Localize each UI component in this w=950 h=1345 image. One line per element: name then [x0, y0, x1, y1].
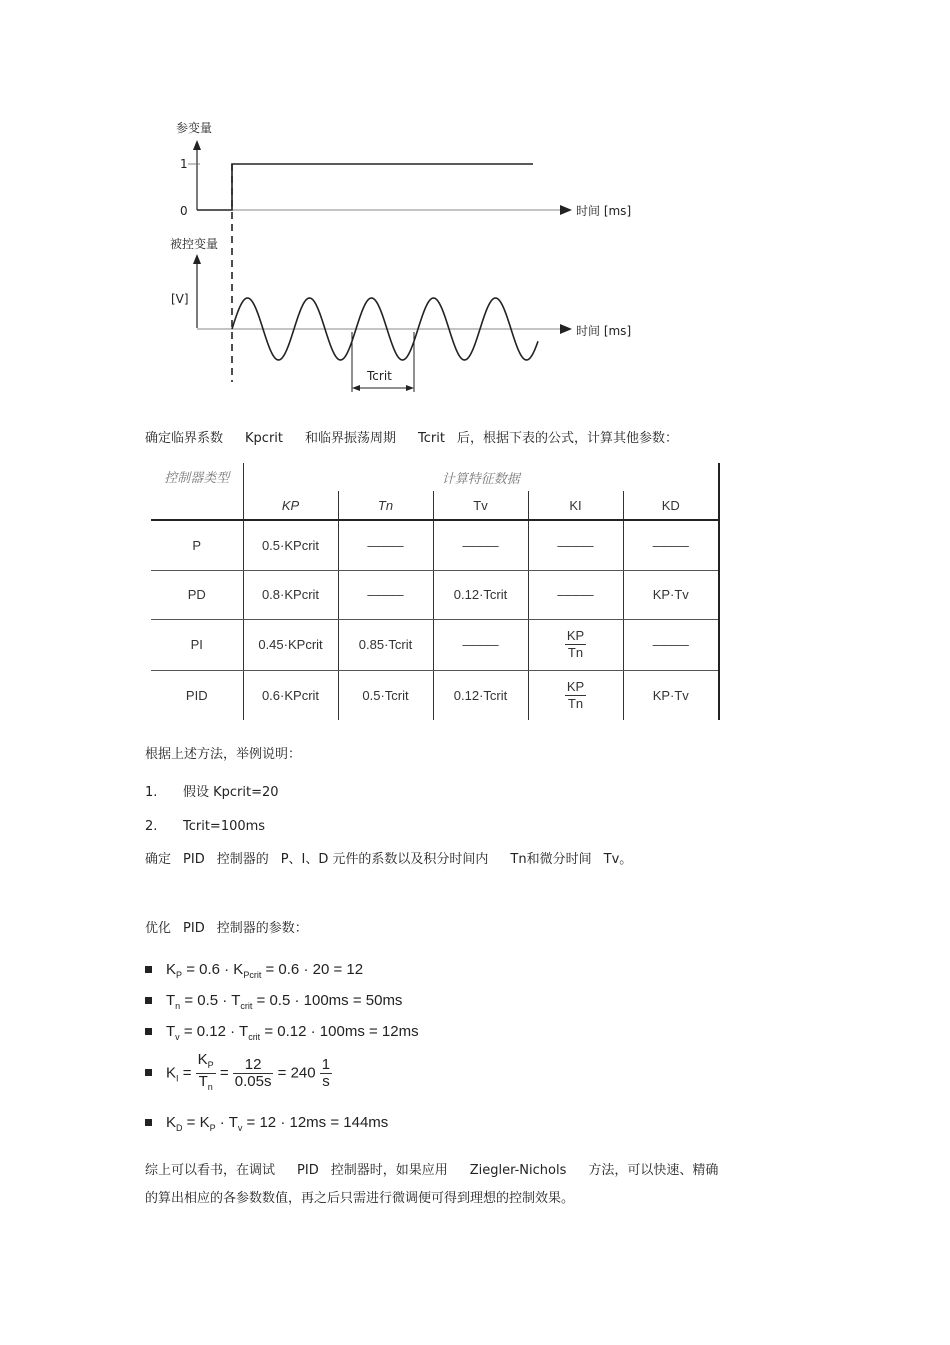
ki-fraction: $\frac{KP}{Tn}$ [566, 678, 585, 711]
conclusion-text-a: 综上可以看书，在调试 [145, 1163, 276, 1178]
period-arrow-right-icon [406, 385, 414, 391]
determine-text-a: 确定 [145, 852, 172, 867]
formula-kp: $K_P = 0.6 \cdot K_{Pcrit} = 0.6 \cdot 20 = 12$ [145, 961, 363, 980]
cell-tv: ––––– [433, 520, 528, 570]
cell-tn: ––––– [338, 520, 433, 570]
conclusion-text-c: 方法，可以快速、精确 [588, 1163, 719, 1178]
list-item [145, 818, 265, 836]
determine-text-c: 元件的系数以及积分时间内 [332, 852, 489, 867]
cell-tn: 0.85·Tcrit [338, 619, 433, 670]
bullet-square-icon [145, 966, 152, 973]
row-type-pi: PI [151, 619, 243, 670]
table-row [151, 570, 719, 619]
cell-tv: 0.12·Tcrit [433, 670, 528, 720]
cell-tv: 0.12·Tcrit [433, 570, 528, 619]
bullet-square-icon [145, 1028, 152, 1035]
cell-ki [528, 670, 623, 720]
conclusion-ziegler-nichols: Ziegler-Nichols [469, 1163, 567, 1178]
optimize-text-b: 控制器的参数： [216, 921, 308, 936]
determine-tn: Tn [510, 852, 527, 867]
period-label: Tcrit [367, 369, 392, 383]
list-number: 2. [145, 819, 158, 834]
cell-ki [528, 619, 623, 670]
col-header-tv: Tv [433, 491, 528, 520]
determine-sentence [145, 851, 632, 869]
top-y-arrow-icon [193, 140, 201, 150]
cell-kd: KP·Tv [623, 570, 719, 619]
determine-pid: PID [183, 852, 205, 867]
list-number: 1. [145, 785, 158, 800]
table-row [151, 619, 719, 670]
cell-tv: ––––– [433, 619, 528, 670]
list-text: Tcrit=100ms [183, 819, 266, 834]
ki-fraction-kp-tn: $\frac{K_P}{T_n}$ [197, 1051, 214, 1092]
optimize-text-a: 优化 [145, 921, 172, 936]
row-type-pid: PID [151, 670, 243, 720]
col-header-tn: Tn [338, 491, 433, 520]
ziegler-nichols-table [151, 463, 720, 720]
cell-kd: KP·Tv [623, 670, 719, 720]
list-text: 假设 Kpcrit=20 [183, 785, 279, 800]
cell-ki: ––––– [528, 570, 623, 619]
conclusion-line-2: 的算出相应的各参数数值，再之后只需进行微调便可得到理想的控制效果。 [145, 1191, 575, 1206]
cell-tn: ––––– [338, 570, 433, 619]
intro-text-3: 后，根据下表的公式，计算其他参数： [456, 431, 678, 446]
header-calc-params: 计算特征数据 [243, 463, 719, 491]
optimize-pid: PID [183, 921, 205, 936]
cell-ki: ––––– [528, 520, 623, 570]
period-arrow-left-icon [352, 385, 360, 391]
optimize-heading [145, 920, 308, 938]
bottom-time-label: 时间 [ms] [576, 324, 632, 338]
col-header-kd: KD [623, 491, 719, 520]
bottom-time-arrow-icon [560, 324, 572, 334]
cell-kp: 0.6·KPcrit [243, 670, 338, 720]
bottom-unit-label: [V] [171, 292, 189, 306]
determine-text-d: 和微分时间 [526, 852, 592, 867]
table-row [151, 520, 719, 570]
tick-label-1: 1 [180, 157, 188, 171]
determine-tv: Tv。 [603, 852, 633, 867]
list-item [145, 784, 279, 802]
top-time-arrow-icon [560, 205, 572, 215]
formula-tn: $T_n = 0.5 \cdot T_{crit} = 0.5 \cdot 100ms = 50ms$ [145, 992, 402, 1011]
intro-sentence [145, 430, 678, 448]
cell-kp: 0.45·KPcrit [243, 619, 338, 670]
bullet-square-icon [145, 1119, 152, 1126]
ki-fraction: $\frac{KP}{Tn}$ [566, 628, 585, 660]
cell-tn: 0.5·Tcrit [338, 670, 433, 720]
formula-kd: $K_D = K_P \cdot T_v = 12 \cdot 12ms = 144ms$ [145, 1114, 388, 1133]
intro-kpcrit: Kpcrit [245, 431, 283, 446]
conclusion-text-b: 控制器时，如果应用 [330, 1163, 448, 1178]
formula-tv: $T_v = 0.12 \cdot T_{crit} = 0.12 \cdot 100ms = 12ms$ [145, 1023, 419, 1042]
table-row [151, 670, 719, 720]
critical-oscillation-diagram [150, 110, 650, 400]
row-type-pd: PD [151, 570, 243, 619]
header-controller-type: 控制器类型 [151, 463, 243, 520]
intro-text-2: 和临界振荡周期 [305, 431, 397, 446]
col-header-ki: KI [528, 491, 623, 520]
cell-kd: ––––– [623, 520, 719, 570]
top-y-axis-label: 参变量 [176, 121, 213, 135]
tick-label-0: 0 [180, 204, 188, 218]
bottom-y-axis-label: 被控变量 [170, 237, 219, 251]
cell-kp: 0.5·KPcrit [243, 520, 338, 570]
bullet-square-icon [145, 997, 152, 1004]
conclusion-pid: PID [297, 1163, 319, 1178]
col-header-kp: KP [243, 491, 338, 520]
example-intro: 根据上述方法，举例说明： [145, 747, 302, 762]
ki-fraction-values: $\frac{12}{0.05s}$ [234, 1056, 272, 1090]
top-time-label: 时间 [ms] [576, 204, 632, 218]
intro-text-1: 确定临界系数 [145, 431, 224, 446]
determine-text-b: 控制器的 [216, 852, 269, 867]
cell-kp: 0.8·KPcrit [243, 570, 338, 619]
bottom-y-arrow-icon [193, 254, 201, 264]
conclusion-line-1 [145, 1162, 718, 1180]
step-signal [197, 164, 533, 210]
intro-tcrit: Tcrit [418, 431, 445, 446]
row-type-p: P [151, 520, 243, 570]
determine-pid-parts: P、I、D [280, 852, 329, 867]
bullet-square-icon [145, 1069, 152, 1076]
formula-ki: $K_I$ = $\frac{K_P}{T_n}$ = $\frac{12}{0.05s}$ = 240 $\frac{1}{s}$ [145, 1052, 332, 1095]
cell-kd: ––––– [623, 619, 719, 670]
ki-fraction-unit: $\frac{1}{s}$ [321, 1056, 331, 1090]
